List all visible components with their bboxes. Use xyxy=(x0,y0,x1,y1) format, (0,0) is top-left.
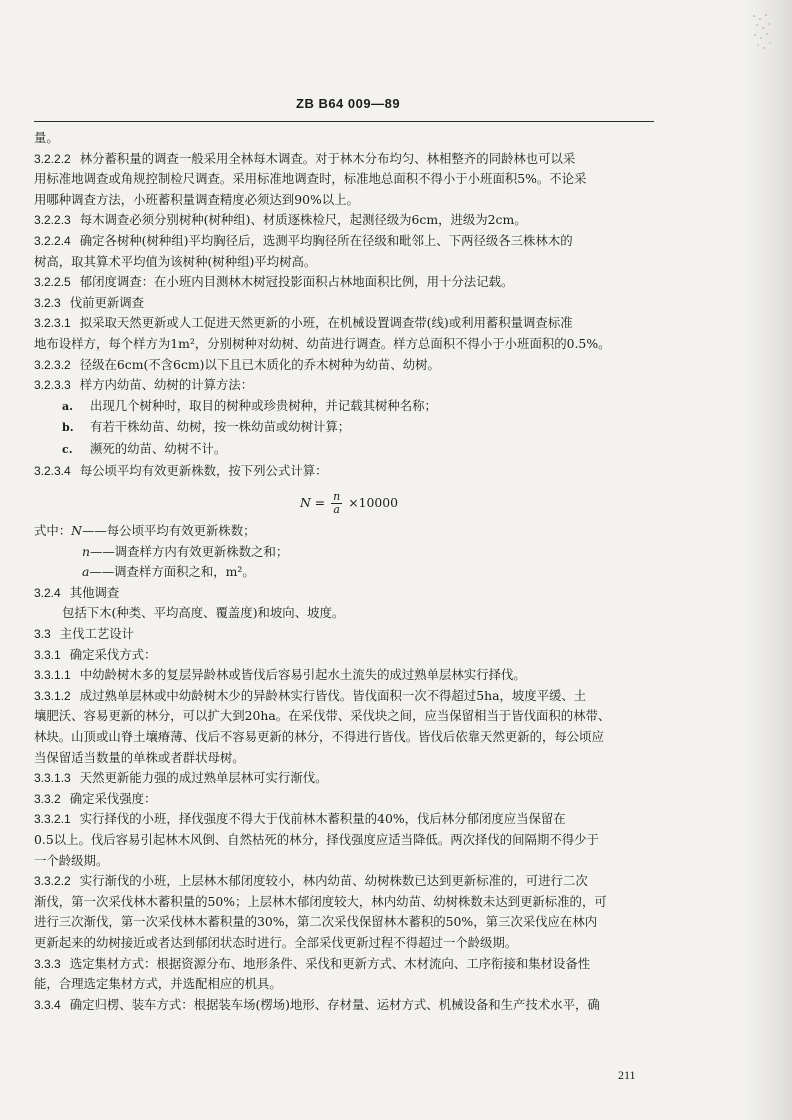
section-number: 3.2.3.2 xyxy=(34,357,71,372)
definition-line xyxy=(34,521,658,542)
formula-fraction xyxy=(331,491,342,516)
formula xyxy=(34,487,658,519)
line-text: 用标准地调查或角规控制检尺调查。采用标准地调查时，标准地总面积不得小于小班面积5%。不论采 xyxy=(34,171,587,187)
section-number: 3.3.2.2 xyxy=(34,874,71,889)
section-number: 3.3.1.3 xyxy=(34,771,71,786)
definition-text: ——每公顷平均有效更新株数； xyxy=(82,523,256,539)
section-3-2-4-to-3-3-4 xyxy=(34,583,658,1015)
line-text: 确定归楞、装车方式：根据装车场(楞场)地形、存材量、运材方式、机械设备和生产技术水平，确 xyxy=(69,996,600,1012)
text-line xyxy=(34,461,658,482)
line-text: 林块。山顶或山脊土壤瘠薄、伐后不容易更新的林分，不得进行皆伐。皆伐后依靠天然更新的，每公顷应 xyxy=(34,729,604,745)
text-line xyxy=(34,334,658,355)
list-item xyxy=(34,396,658,418)
list-text: 有若干株幼苗、幼树，按一株幼苗或幼树计算； xyxy=(90,419,351,435)
text-line xyxy=(34,190,658,211)
header-rule xyxy=(34,121,654,122)
scan-shadow xyxy=(744,0,792,1120)
text-line xyxy=(34,954,658,975)
text-line xyxy=(34,252,658,273)
line-text: 林分蓄积量的调查一般采用全林每木调查。对于林木分布均匀、林相整齐的同龄林也可以采 xyxy=(79,150,576,166)
list-letter: a. xyxy=(62,399,73,413)
line-text: 进行三次渐伐，第一次采伐林木蓄积量的30%，第二次采伐保留林木蓄积的50%，第三次采伐应在林内 xyxy=(34,914,598,930)
line-text: 当保留适当数量的单株或者群状母树。 xyxy=(34,749,245,765)
line-text: 量。 xyxy=(34,130,59,145)
text-line xyxy=(34,809,658,830)
line-text: 伐前更新调查 xyxy=(69,294,145,310)
text-line xyxy=(34,231,658,252)
section-number: 3.3.2 xyxy=(34,791,61,806)
text-line xyxy=(34,313,658,334)
list-item xyxy=(34,439,658,461)
text-line xyxy=(34,789,658,810)
text-line xyxy=(34,830,658,851)
line-text: 一个龄级期。 xyxy=(34,852,109,868)
text-line xyxy=(34,933,658,954)
line-text: 0.5以上。伐后容易引起林木风倒、自然枯死的林分，择伐强度应适当降低。两次择伐的间隔期不得少于 xyxy=(34,832,599,847)
line-text: 天然更新能力强的成过熟单层林可实行渐伐。 xyxy=(79,770,328,786)
text-line xyxy=(34,272,658,293)
section-number: 3.2.2.3 xyxy=(34,213,71,228)
line-text: 能，合理选定集材方式，并选配相应的机具。 xyxy=(34,976,282,992)
definition-line xyxy=(34,562,658,583)
counting-method-list xyxy=(34,396,658,461)
text-line xyxy=(34,375,658,396)
line-text: 实行择伐的小班，择伐强度不得大于伐前林木蓄积量的40%，伐后林分郁闭度应当保留在 xyxy=(79,811,566,827)
text-line xyxy=(34,645,658,666)
text-line xyxy=(34,169,658,190)
text-line xyxy=(34,768,658,789)
text-line xyxy=(34,912,658,933)
line-text: 地布设样方，每个样方为1m²，分别树种对幼树、幼苗进行调查。样方总面积不得小于小班面积的0.5%。 xyxy=(34,335,611,351)
line-text: 拟采取天然更新或人工促进天然更新的小班，在机械设置调查带(线)或利用蓄积量调查标准 xyxy=(79,315,573,331)
text-line xyxy=(34,851,658,872)
line-text: 径级在6cm(不含6cm)以下且已木质化的乔木树种为幼苗、幼树。 xyxy=(79,356,440,372)
text-line xyxy=(34,665,658,686)
line-text: 确定各树种(树种组)平均胸径后，选测平均胸径所在径级和毗邻上、下两径级各三株林木的 xyxy=(79,232,573,248)
text-line xyxy=(34,355,658,376)
formula-numerator: n xyxy=(333,490,341,504)
line-text: 壤肥沃、容易更新的林分，可以扩大到20ha。在采伐带、采伐块之间，应当保留相当于皆伐面积的林带、 xyxy=(34,708,611,724)
definition-symbol: n xyxy=(82,543,90,559)
definition-text: ——调查样方内有效更新株数之和； xyxy=(89,543,289,559)
text-line xyxy=(34,128,658,149)
list-item xyxy=(34,417,658,439)
section-number: 3.2.3.3 xyxy=(34,378,71,393)
section-number: 3.3 xyxy=(34,627,51,642)
section-number: 3.3.1.2 xyxy=(34,688,71,703)
text-line xyxy=(34,892,658,913)
text-line xyxy=(34,871,658,892)
line-text: 实行渐伐的小班，上层林木郁闭度较小，林内幼苗、幼树株数已达到更新标准的，可进行二次 xyxy=(79,873,588,889)
scan-noise-icon xyxy=(750,10,774,70)
section-number: 3.2.3.4 xyxy=(34,463,71,478)
text-line xyxy=(34,727,658,748)
list-text: 出现几个树种时，取目的树种或珍贵树种，并记载其树种名称； xyxy=(90,397,437,413)
line-text: 每木调查必须分别树种(树种组)、材质逐株检尺，起测径级为6cm，进级为2cm。 xyxy=(79,212,527,228)
list-letter: c. xyxy=(62,442,73,456)
section-number: 3.3.1.1 xyxy=(34,668,71,683)
section-number: 3.2.3 xyxy=(34,295,61,310)
section-number: 3.2.4 xyxy=(34,585,61,600)
definition-lead: 式中： xyxy=(34,523,72,539)
section-3-2-2 xyxy=(34,128,658,396)
section-number: 3.2.2.4 xyxy=(34,233,71,248)
text-line xyxy=(34,583,658,604)
document-header: ZB B64 009—89 xyxy=(296,96,401,111)
formula-intro xyxy=(34,461,658,482)
line-text: 确定采伐强度： xyxy=(69,790,157,806)
text-line xyxy=(34,706,658,727)
line-text: 选定集材方式：根据资源分布、地形条件、采伐和更新方式、木材流向、工序衔接和集材设备性 xyxy=(69,955,591,971)
section-number: 3.3.2.1 xyxy=(34,812,71,827)
text-line xyxy=(34,748,658,769)
section-number: 3.2.3.1 xyxy=(34,316,71,331)
line-text: 成过熟单层林或中幼龄树木少的异龄林实行皆伐。皆伐面积一次不得超过5ha，坡度平缓、土 xyxy=(79,687,587,703)
text-line xyxy=(34,686,658,707)
line-text: 主伐工艺设计 xyxy=(59,626,135,642)
line-text: 树高，取其算术平均值为该树种(树种组)平均树高。 xyxy=(34,253,317,269)
section-number: 3.2.2.5 xyxy=(34,275,71,290)
section-number: 3.3.1 xyxy=(34,647,61,662)
list-letter: b. xyxy=(62,421,74,435)
line-text: 样方内幼苗、幼树的计算方法： xyxy=(79,377,254,393)
formula-eq: = xyxy=(314,495,326,511)
line-text: 用哪种调查方法，小班蓄积量调查精度必须达到90%以上。 xyxy=(34,191,359,207)
line-text: 其他调查 xyxy=(69,584,120,600)
text-line xyxy=(34,995,658,1016)
formula-denominator: a xyxy=(333,503,340,517)
formula-lhs: N xyxy=(300,495,311,511)
line-text: 更新起来的幼树接近或者达到郁闭状态时进行。全部采伐更新过程不得超过一个龄级期。 xyxy=(34,934,518,950)
line-text: 每公顷平均有效更新株数，按下列公式计算： xyxy=(79,462,328,478)
definition-symbol: a xyxy=(82,564,90,580)
line-text: 渐伐，第一次采伐林木蓄积量的50%；上层林木郁闭度较大，林内幼苗、幼树株数未达到更新标准的，可 xyxy=(34,893,607,909)
section-number: 3.3.4 xyxy=(34,997,61,1012)
definition-text: ——调查样方面积之和，m²。 xyxy=(89,564,255,580)
text-line xyxy=(34,603,658,624)
text-line xyxy=(34,293,658,314)
text-line xyxy=(34,624,658,645)
line-text: 郁闭度调查：在小班内目测林木树冠投影面积占林地面积比例，用十分法记载。 xyxy=(79,274,514,290)
document-body xyxy=(34,128,658,1015)
line-text: 中幼龄树木多的复层异龄林或皆伐后容易引起水土流失的成过熟单层林实行择伐。 xyxy=(79,667,526,683)
text-line xyxy=(34,149,658,170)
section-number: 3.3.3 xyxy=(34,956,61,971)
text-line xyxy=(34,974,658,995)
formula-rhs: ×10000 xyxy=(348,495,398,511)
formula-definitions xyxy=(34,521,658,583)
line-text: 确定采伐方式： xyxy=(69,646,157,662)
text-line xyxy=(34,210,658,231)
definition-line xyxy=(34,542,658,563)
page-number: 211 xyxy=(618,1068,636,1082)
list-text: 濒死的幼苗、幼树不计。 xyxy=(90,440,227,456)
definition-symbol: N xyxy=(71,523,83,539)
line-text: 包括下木(种类、平均高度、覆盖度)和坡向、坡度。 xyxy=(62,605,345,621)
section-number: 3.2.2.2 xyxy=(34,151,71,166)
